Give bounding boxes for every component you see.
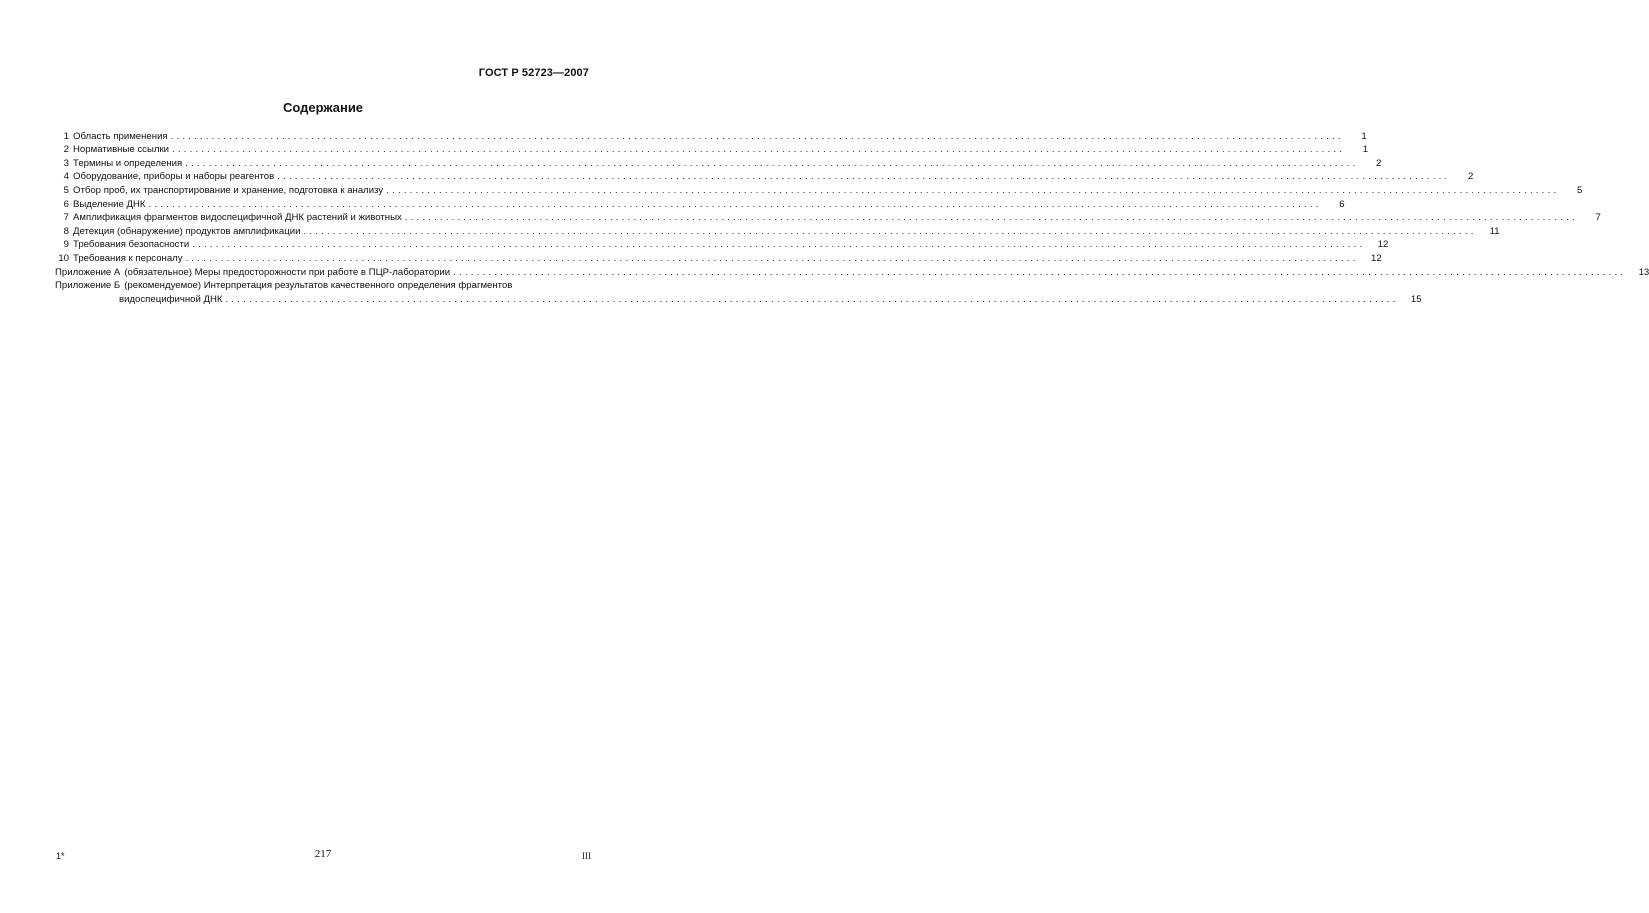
toc-entry-page: 11 xyxy=(1489,225,1500,237)
toc-leader-dots: ........................................................................................................................................................................................................ xyxy=(225,293,1399,305)
toc-entry-title: Оборудование, приборы и наборы реагентов xyxy=(73,171,275,183)
toc-entry-page: 2 xyxy=(1467,171,1474,183)
toc-entry-page: 12 xyxy=(1370,252,1382,264)
toc-entry-page: 5 xyxy=(1576,184,1583,196)
toc-entry-title: Выделение ДНК xyxy=(73,198,146,210)
toc-entry-page: 1 xyxy=(1361,130,1367,142)
toc-entry-title: Отбор проб, их транспортирование и хранение, подготовка к анализу xyxy=(73,184,384,196)
table-of-contents xyxy=(55,129,1649,306)
toc-entry-title: Нормативные ссылки xyxy=(73,144,170,156)
toc-leader-dots: ........................................................................................................................................................................................................ xyxy=(185,157,1359,169)
toc-leader-dots: ........................................................................................................................................................................................................ xyxy=(148,198,1322,210)
toc-entry-title: Детекция (обнаружение) продуктов амплификации xyxy=(73,225,301,237)
toc-entry-number: 10 xyxy=(58,252,69,264)
toc-leader-dots: ........................................................................................................................................................................................................ xyxy=(170,130,1344,142)
appendix-title: (рекомендуемое) Интерпретация результатов качественного определения фрагментов xyxy=(124,280,513,292)
toc-entry-title: Требования к персоналу xyxy=(73,252,183,264)
toc-leader-dots: ........................................................................................................................................................................................................ xyxy=(172,144,1346,156)
appendix-label: Приложение Б xyxy=(55,280,121,292)
document-id: ГОСТ Р 52723—2007 xyxy=(478,67,589,79)
toc-entry-4 xyxy=(55,170,1474,184)
toc-appendix-a xyxy=(55,265,1649,279)
toc-entry-2 xyxy=(55,143,1369,157)
toc-entry-number: 1 xyxy=(63,130,69,142)
toc-entry-7 xyxy=(55,211,1601,225)
footer-page-number: 217 xyxy=(314,848,332,860)
toc-entry-8 xyxy=(55,224,1500,238)
toc-entry-page: 1 xyxy=(1362,144,1369,156)
appendix-title: (обязательное) Меры предосторожности при работе в ПЦР-лаборатории xyxy=(124,266,451,278)
toc-entry-page: 7 xyxy=(1595,212,1601,224)
toc-entry-9 xyxy=(55,238,1389,252)
toc-entry-10 xyxy=(55,251,1382,265)
toc-entry-title: Область применения xyxy=(73,130,168,142)
toc-entry-number: 3 xyxy=(63,157,69,169)
toc-entry-title: Амплификация фрагментов видоспецифичной ДНК растений и животных xyxy=(73,212,402,224)
toc-entry-number: 7 xyxy=(63,212,69,224)
toc-leader-dots: ........................................................................................................................................................................................................ xyxy=(192,239,1366,251)
toc-entry-number: 5 xyxy=(63,184,69,196)
toc-entry-3 xyxy=(55,156,1382,170)
toc-entry-6 xyxy=(55,197,1345,211)
toc-entry-1 xyxy=(55,129,1367,143)
page-title: Содержание xyxy=(282,100,364,115)
toc-entry-5 xyxy=(55,183,1583,197)
toc-leader-dots: ........................................................................................................................................................................................................ xyxy=(453,266,1627,278)
toc-leader-dots: ........................................................................................................................................................................................................ xyxy=(404,212,1578,224)
toc-leader-dots: ........................................................................................................................................................................................................ xyxy=(185,252,1359,264)
toc-entry-page: 6 xyxy=(1339,198,1345,210)
toc-entry-number: 9 xyxy=(63,239,69,251)
toc-leader-dots: ........................................................................................................................................................................................................ xyxy=(277,171,1451,183)
toc-appendix-b xyxy=(55,279,1422,306)
toc-entry-number: 6 xyxy=(63,198,69,210)
toc-entry-number: 8 xyxy=(63,225,69,237)
toc-entry-page: 2 xyxy=(1375,157,1382,169)
toc-leader-dots: ........................................................................................................................................................................................................ xyxy=(386,184,1560,196)
toc-entry-page: 12 xyxy=(1377,239,1389,251)
appendix-page: 13 xyxy=(1638,266,1649,278)
footer-signature-mark: 1* xyxy=(56,851,65,861)
appendix-title-continued: видоспецифичной ДНК xyxy=(119,293,223,305)
appendix-label: Приложение А xyxy=(55,266,121,278)
footer-roman-page: III xyxy=(582,851,591,861)
toc-entry-title: Требования безопасности xyxy=(73,239,190,251)
toc-entry-title: Термины и определения xyxy=(73,157,183,169)
toc-leader-dots: ........................................................................................................................................................................................................ xyxy=(303,225,1477,237)
toc-entry-number: 4 xyxy=(63,171,69,183)
appendix-page: 15 xyxy=(1410,293,1422,305)
toc-entry-number: 2 xyxy=(63,144,69,156)
